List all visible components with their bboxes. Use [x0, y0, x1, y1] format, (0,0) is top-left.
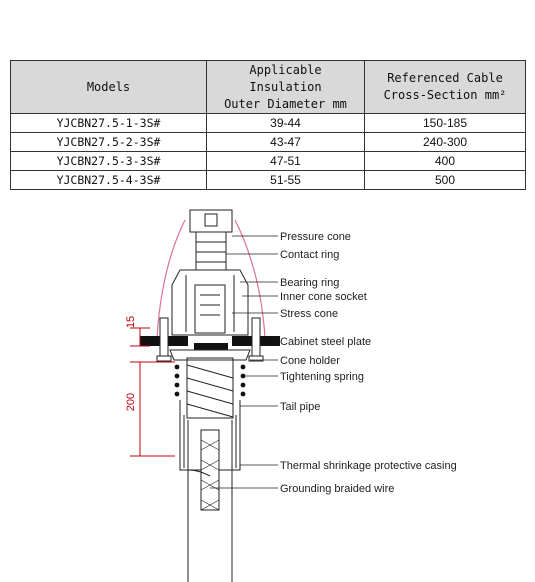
label-stress-cone: Stress cone	[280, 308, 339, 320]
model-cell: YJCBN27.5-4-3S#	[11, 171, 207, 190]
header-cable-cross-section: Referenced Cable Cross-Section mm²	[365, 61, 526, 114]
table-row	[11, 114, 526, 133]
label-tightening-spring: Tightening spring	[280, 371, 364, 383]
label-tail-pipe: Tail pipe	[280, 401, 321, 413]
spec-table	[10, 60, 526, 190]
diameter-cell: 43-47	[207, 133, 365, 152]
table-header-row	[11, 61, 526, 114]
cross-section-cell: 240-300	[365, 133, 526, 152]
tightening-spring-shape	[175, 365, 246, 397]
header-insulation-diameter: Applicable Insulation Outer Diameter mm	[207, 61, 365, 114]
table-row	[11, 133, 526, 152]
table-row	[11, 152, 526, 171]
label-pressure-cone: Pressure cone	[280, 231, 351, 243]
model-cell: YJCBN27.5-1-3S#	[11, 114, 207, 133]
diameter-cell: 39-44	[207, 114, 365, 133]
label-grounding-wire: Grounding braided wire	[280, 483, 395, 495]
model-cell: YJCBN27.5-3-3S#	[11, 152, 207, 171]
cross-section-cell: 400	[365, 152, 526, 171]
label-cone-holder: Cone holder	[280, 355, 340, 367]
cross-section-cell: 150-185	[365, 114, 526, 133]
table-row	[11, 171, 526, 190]
label-bearing-ring: Bearing ring	[280, 277, 340, 289]
pressure-cone-shape	[190, 210, 232, 270]
dimension-200: 200	[125, 392, 137, 412]
label-thermal-casing: Thermal shrinkage protective casing	[280, 460, 457, 472]
label-contact-ring: Contact ring	[280, 249, 340, 261]
header-models: Models	[11, 61, 207, 114]
cross-section-cell: 500	[365, 171, 526, 190]
cable-shape	[188, 420, 232, 582]
model-cell: YJCBN27.5-2-3S#	[11, 133, 207, 152]
label-cabinet-steel-plate: Cabinet steel plate	[280, 336, 372, 348]
diameter-cell: 47-51	[207, 152, 365, 171]
leader-lines	[210, 236, 280, 488]
diameter-cell: 51-55	[207, 171, 365, 190]
label-inner-cone-socket: Inner cone socket	[280, 291, 367, 303]
connector-cross-section-diagram	[0, 200, 535, 582]
dimension-15: 15	[125, 315, 137, 329]
spiral-section	[187, 358, 233, 418]
inner-cone-socket-shape	[172, 270, 248, 335]
